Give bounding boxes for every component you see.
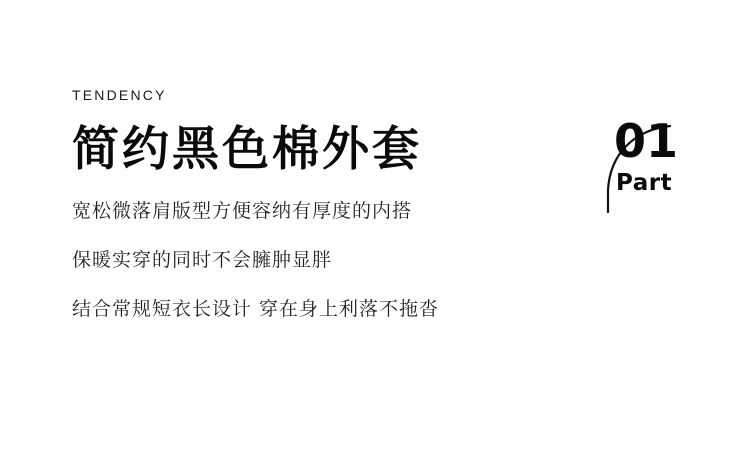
part-number: 01 [614, 114, 679, 168]
description-line: 保暖实穿的同时不会臃肿显胖 [72, 248, 333, 271]
part-label: Part [616, 170, 673, 196]
description-line: 宽松微落肩版型方便容纳有厚度的内搭 [72, 199, 413, 222]
description-line: 结合常规短衣长设计 穿在身上利落不拖沓 [72, 297, 440, 320]
page-title: 简约黑色棉外套 [72, 122, 422, 177]
eyebrow-label: TENDENCY [72, 87, 167, 103]
description-list [72, 199, 612, 320]
part-marker [582, 114, 692, 220]
text-block [72, 88, 612, 319]
